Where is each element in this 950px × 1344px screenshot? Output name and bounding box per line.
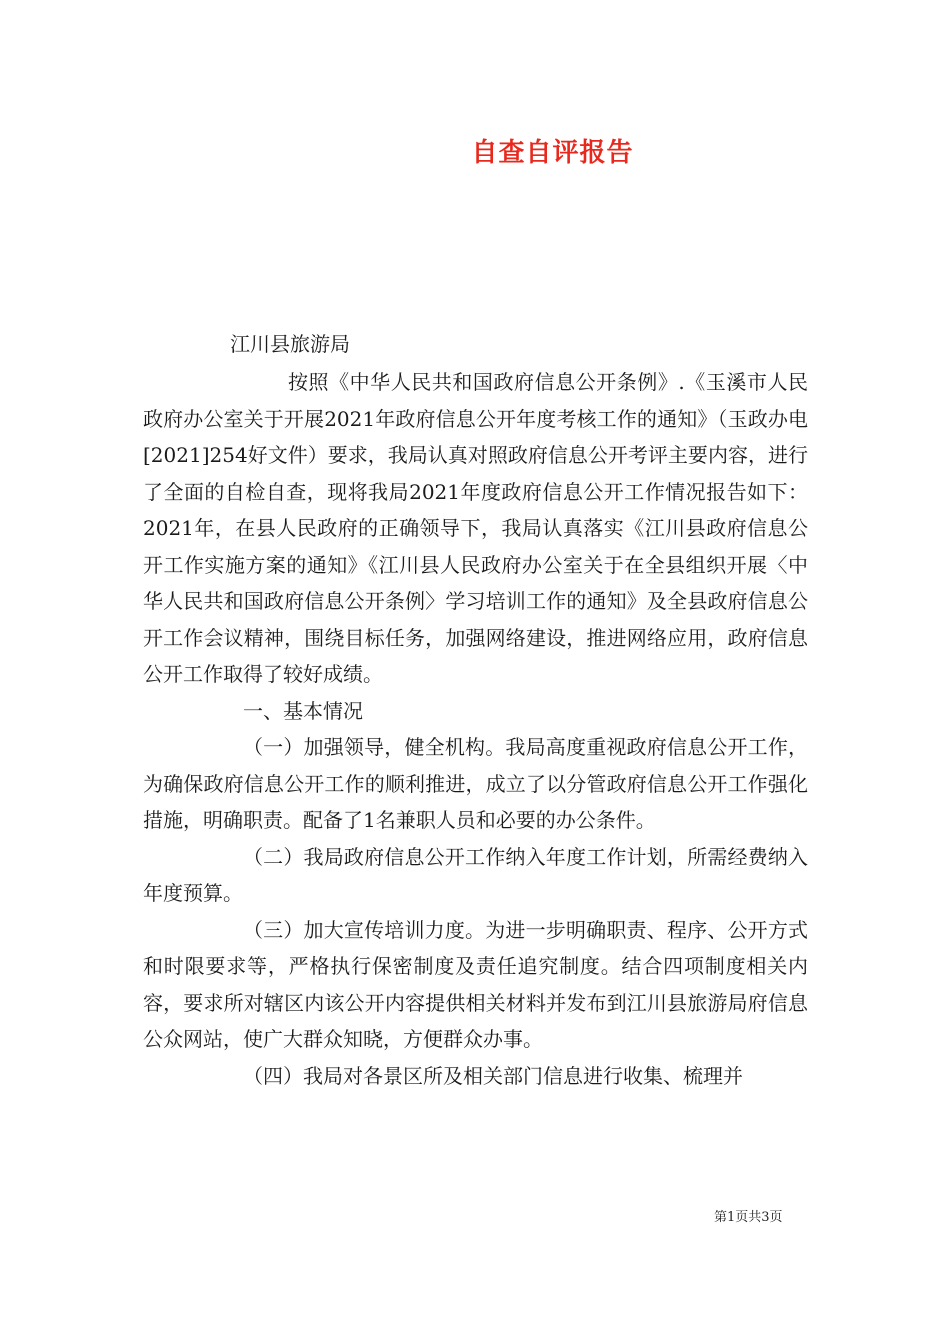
section-heading: 一、基本情况 <box>243 698 363 723</box>
document-title: 自查自评报告 <box>471 138 634 168</box>
subsection-paragraph: （四）我局对各景区所及相关部门信息进行收集、梳理并 <box>243 1063 743 1088</box>
subsection-paragraph: （一）加强领导，健全机构。我局高度重视政府信息公开工作，为确保政府信息公开工作的顺利推进，成立了以分管政府信息公开工作强化措施，明确职责。配备了1名兼职人员和必要的办公条件。 <box>143 735 808 832</box>
subsection-paragraph: （三）加大宣传培训力度。为进一步明确职责、程序、公开方式和时限要求等，严格执行保密制度及责任追究制度。结合四项制度相关内容，要求所对辖区内该公开内容提供相关材料并发布到江川县旅游局府信息公众网站，使广大群众知晓，方便群众办事。 <box>143 917 808 1051</box>
intro-paragraph: 按照《中华人民共和国政府信息公开条例》.《玉溪市人民政府办公室关于开展2021年政府信息公开年度考核工作的通知》（玉政办电[2021]254好文件）要求，我局认真对照政府信息公开考评主要内容，进行了全面的自检自查，现将我局2021年度政府信息公开工作情况报告如下：2021年，在县人民政府的正确领导下，我局认真落实《江川县政府信息公开工作实施方案的通知》《江川县人民政府办公室关于在全县组织开展〈中华人民共和国政府信息公开条例〉学习培训工作的通知》及全县政府信息公开工作会议精神，围绕目标任务，加强网络建设，推进网络应用，政府信息公开工作取得了较好成绩。 <box>143 370 808 686</box>
organization-name: 江川县旅游局 <box>230 332 350 356</box>
document-body <box>143 364 808 1094</box>
subsection-paragraph: （二）我局政府信息公开工作纳入年度工作计划，所需经费纳入年度预算。 <box>143 844 808 905</box>
page-number: 第1页共3页 <box>714 1210 783 1225</box>
